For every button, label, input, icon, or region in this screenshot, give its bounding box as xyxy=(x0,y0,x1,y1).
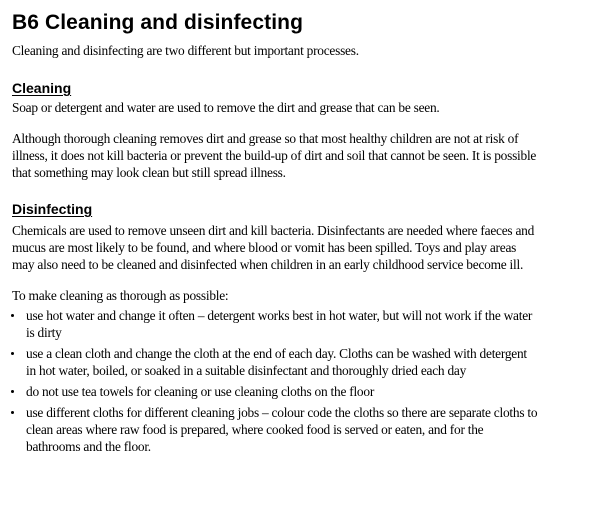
bullet-icon xyxy=(11,411,14,414)
disinfecting-heading: Disinfecting xyxy=(12,201,93,217)
text-line: that something may look clean but still spread illness. xyxy=(12,165,286,180)
bullet-icon xyxy=(11,352,14,355)
text-line: may also need to be cleaned and disinfected when children in an early childhood service become ill. xyxy=(12,257,524,272)
text-line: in hot water, boiled, or soaked in a suitable disinfectant and thoroughly dried each day xyxy=(26,363,467,378)
cleaning-paragraph-2 xyxy=(12,130,592,181)
list-item xyxy=(12,307,592,341)
cleaning-heading: Cleaning xyxy=(12,80,72,96)
list-item xyxy=(12,345,592,379)
cleaning-tips-list xyxy=(12,307,592,455)
text-line: Although thorough cleaning removes dirt and grease so that most healthy children are not at risk of xyxy=(12,131,519,146)
text-line: clean areas where raw food is prepared, where cooked food is served or eaten, and for the xyxy=(26,422,484,437)
text-line: use hot water and change it often – detergent works best in hot water, but will not work if the water xyxy=(26,308,533,323)
text-line: mucus are most likely to be found, and where blood or vomit has been spilled. Toys and play areas xyxy=(12,240,517,255)
text-line: use a clean cloth and change the cloth at the end of each day. Cloths can be washed with detergent xyxy=(26,346,527,361)
list-intro: To make cleaning as thorough as possible: xyxy=(12,288,229,303)
disinfecting-paragraph xyxy=(12,222,592,273)
text-line: bathrooms and the floor. xyxy=(26,439,151,454)
text-line: use different cloths for different cleaning jobs – colour code the cloths so there are separate cloths to xyxy=(26,405,538,420)
list-item xyxy=(12,404,592,455)
bullet-icon xyxy=(11,314,14,317)
document-page xyxy=(12,0,592,459)
text-line: Chemicals are used to remove unseen dirt and kill bacteria. Disinfectants are needed where faeces and xyxy=(12,223,535,238)
intro-text: Cleaning and disinfecting are two different but important processes. xyxy=(12,43,359,58)
section-title: B6 Cleaning and disinfecting xyxy=(12,11,303,34)
bullet-icon xyxy=(11,390,14,393)
text-line: do not use tea towels for cleaning or use cleaning cloths on the floor xyxy=(26,384,375,399)
text-line: illness, it does not kill bacteria or prevent the build-up of dirt and soil that cannot be seen. It is possible xyxy=(12,148,537,163)
text-line: is dirty xyxy=(26,325,62,340)
cleaning-paragraph-1: Soap or detergent and water are used to remove the dirt and grease that can be seen. xyxy=(12,100,440,115)
list-item xyxy=(12,383,592,400)
